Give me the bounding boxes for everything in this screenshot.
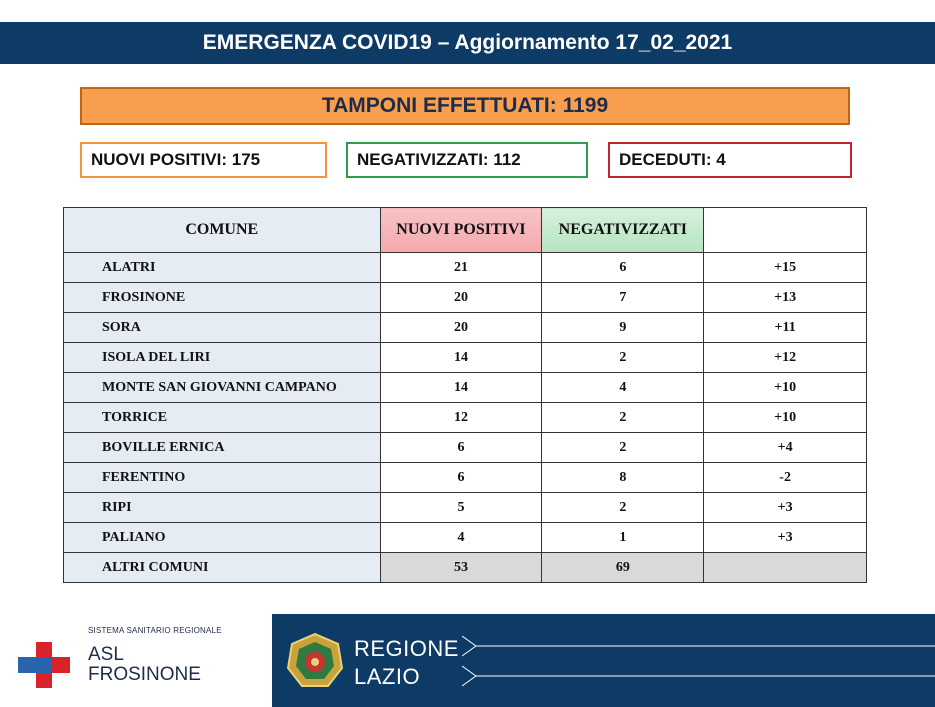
- differenza-cell: +3: [704, 493, 867, 523]
- differenza-cell: +11: [704, 313, 867, 343]
- differenza-cell: -2: [704, 463, 867, 493]
- differenza-cell: [704, 553, 867, 583]
- table-row: [64, 283, 867, 313]
- page-title: EMERGENZA COVID19 – Aggiornamento 17_02_2021: [0, 22, 935, 64]
- table-row: [64, 313, 867, 343]
- table-row: [64, 493, 867, 523]
- negativizzati-box: NEGATIVIZZATI: 112: [346, 142, 588, 178]
- nuovi-positivi-cell: 20: [380, 313, 542, 343]
- header-comune: COMUNE: [64, 208, 381, 253]
- differenza-cell: +4: [704, 433, 867, 463]
- differenza-cell: +10: [704, 403, 867, 433]
- tamponi-effettuati-box: TAMPONI EFFETTUATI: 1199: [80, 87, 850, 125]
- differenza-cell: +3: [704, 523, 867, 553]
- table-header-row: [64, 208, 867, 253]
- negativizzati-cell: 8: [542, 463, 704, 493]
- table-row: [64, 403, 867, 433]
- comune-cell: SORA: [64, 313, 381, 343]
- comune-cell: ALATRI: [64, 253, 381, 283]
- comune-cell: BOVILLE ERNICA: [64, 433, 381, 463]
- nuovi-positivi-cell: 6: [380, 463, 542, 493]
- differenza-cell: +13: [704, 283, 867, 313]
- differenza-cell: +10: [704, 373, 867, 403]
- negativizzati-cell: 6: [542, 253, 704, 283]
- table-row: [64, 433, 867, 463]
- negativizzati-cell: 2: [542, 403, 704, 433]
- comune-cell: FROSINONE: [64, 283, 381, 313]
- nuovi-positivi-cell: 12: [380, 403, 542, 433]
- header-differenza: [704, 208, 867, 253]
- ssr-label: SISTEMA SANITARIO REGIONALE: [88, 626, 222, 635]
- lazio-label: LAZIO: [354, 664, 421, 689]
- deceduti-box: DECEDUTI: 4: [608, 142, 852, 178]
- table-row: [64, 553, 867, 583]
- nuovi-positivi-cell: 4: [380, 523, 542, 553]
- regione-label: REGIONE: [354, 636, 459, 661]
- regione-lazio-emblem-icon: [286, 632, 344, 690]
- table-row: [64, 343, 867, 373]
- table-row: [64, 523, 867, 553]
- negativizzati-cell: 1: [542, 523, 704, 553]
- comune-cell: FERENTINO: [64, 463, 381, 493]
- header-negativizzati: NEGATIVIZZATI: [542, 208, 704, 253]
- negativizzati-cell: 69: [542, 553, 704, 583]
- differenza-cell: +12: [704, 343, 867, 373]
- nuovi-positivi-cell: 53: [380, 553, 542, 583]
- negativizzati-cell: 2: [542, 493, 704, 523]
- comune-cell: TORRICE: [64, 403, 381, 433]
- differenza-cell: +15: [704, 253, 867, 283]
- nuovi-positivi-cell: 6: [380, 433, 542, 463]
- asl-label: ASL: [88, 644, 124, 665]
- negativizzati-cell: 9: [542, 313, 704, 343]
- negativizzati-cell: 7: [542, 283, 704, 313]
- frosinone-label: FROSINONE: [88, 664, 201, 685]
- comune-cell: PALIANO: [64, 523, 381, 553]
- table-row: [64, 253, 867, 283]
- negativizzati-cell: 2: [542, 433, 704, 463]
- nuovi-positivi-cell: 5: [380, 493, 542, 523]
- nuovi-positivi-cell: 14: [380, 373, 542, 403]
- nuovi-positivi-cell: 21: [380, 253, 542, 283]
- table-row: [64, 373, 867, 403]
- table-row: [64, 463, 867, 493]
- regione-lazio-banner: [272, 614, 935, 707]
- asl-frosinone-logo: [88, 645, 201, 685]
- negativizzati-cell: 4: [542, 373, 704, 403]
- nuovi-positivi-box: NUOVI POSITIVI: 175: [80, 142, 327, 178]
- nuovi-positivi-cell: 20: [380, 283, 542, 313]
- nuovi-positivi-cell: 14: [380, 343, 542, 373]
- comuni-table: [63, 207, 867, 583]
- comune-cell: ALTRI COMUNI: [64, 553, 381, 583]
- comune-cell: RIPI: [64, 493, 381, 523]
- comune-cell: ISOLA DEL LIRI: [64, 343, 381, 373]
- comune-cell: MONTE SAN GIOVANNI CAMPANO: [64, 373, 381, 403]
- decorative-lines: [462, 632, 935, 692]
- negativizzati-cell: 2: [542, 343, 704, 373]
- header-nuovi-positivi: NUOVI POSITIVI: [380, 208, 542, 253]
- red-cross-icon: [18, 642, 70, 688]
